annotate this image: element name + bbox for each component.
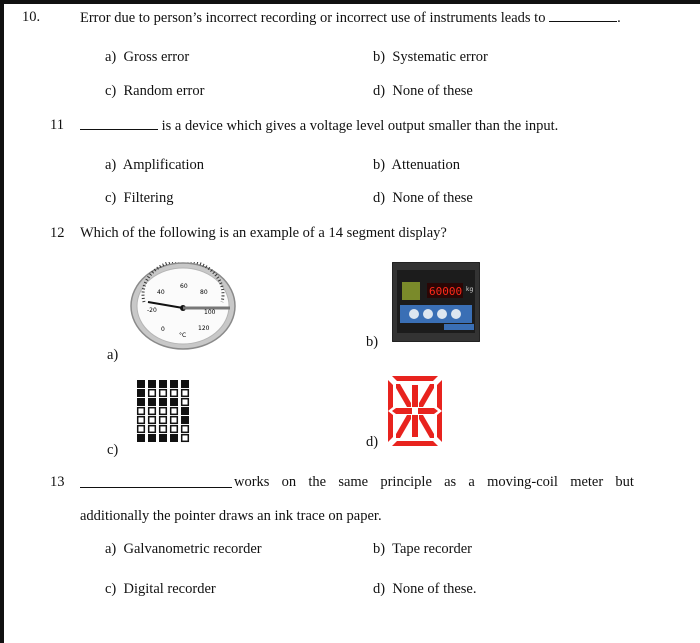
option-d: d) None of these [373,83,473,99]
dial-label: 40 [157,289,165,296]
question-text: Which of the following is an example of a 14 segment display? [80,225,447,241]
dial-label: 120 [198,325,210,332]
option-c-label: c) [107,442,119,458]
dial-label: 80 [200,289,208,296]
option-c: c) Digital recorder [105,581,216,597]
dial-thermometer-image [130,262,236,350]
option-b: b) Attenuation [373,157,461,173]
panel-meter-image [392,262,480,342]
dot-matrix-image [136,379,196,447]
dial-label: 0 [161,326,165,333]
option-a: a) Gross error [105,49,190,65]
fourteen-segment-display-image [388,376,442,446]
question-text-line-2: additionally the pointer draws an ink trace on paper. [80,508,382,524]
question-text-line-1: works on the same principle as a moving-coil meter but [234,474,634,490]
option-a-label: a) [107,347,119,363]
left-edge [0,0,4,643]
question-number: 13 [50,474,65,490]
display-unit: kg [466,286,474,293]
question-number: 10. [22,9,41,25]
display-reading: 60000 [429,285,463,298]
dial-label: °C [179,332,187,339]
option-c: c) Filtering [105,190,174,206]
dial-label: -20 [147,307,157,314]
answer-blank [549,9,617,22]
option-d: d) None of these [373,190,473,206]
dial-label: 100 [204,309,216,316]
option-a: a) Amplification [105,157,205,173]
option-b: b) Systematic error [373,49,488,65]
dial-label: 60 [180,283,188,290]
answer-blank [80,117,158,130]
option-d: d) None of these. [373,581,477,597]
option-b-label: b) [366,334,379,350]
question-number: 12 [50,225,65,241]
option-c: c) Random error [105,83,205,99]
option-b: b) Tape recorder [373,541,472,557]
answer-blank [80,475,232,488]
question-text: Error due to person’s incorrect recording or incorrect use of instruments leads to . [80,10,621,26]
top-edge [0,0,700,4]
question-number: 11 [50,117,64,133]
question-text: is a device which gives a voltage level output smaller than the input. [80,117,558,135]
option-a: a) Galvanometric recorder [105,541,262,557]
option-d-label: d) [366,434,379,450]
